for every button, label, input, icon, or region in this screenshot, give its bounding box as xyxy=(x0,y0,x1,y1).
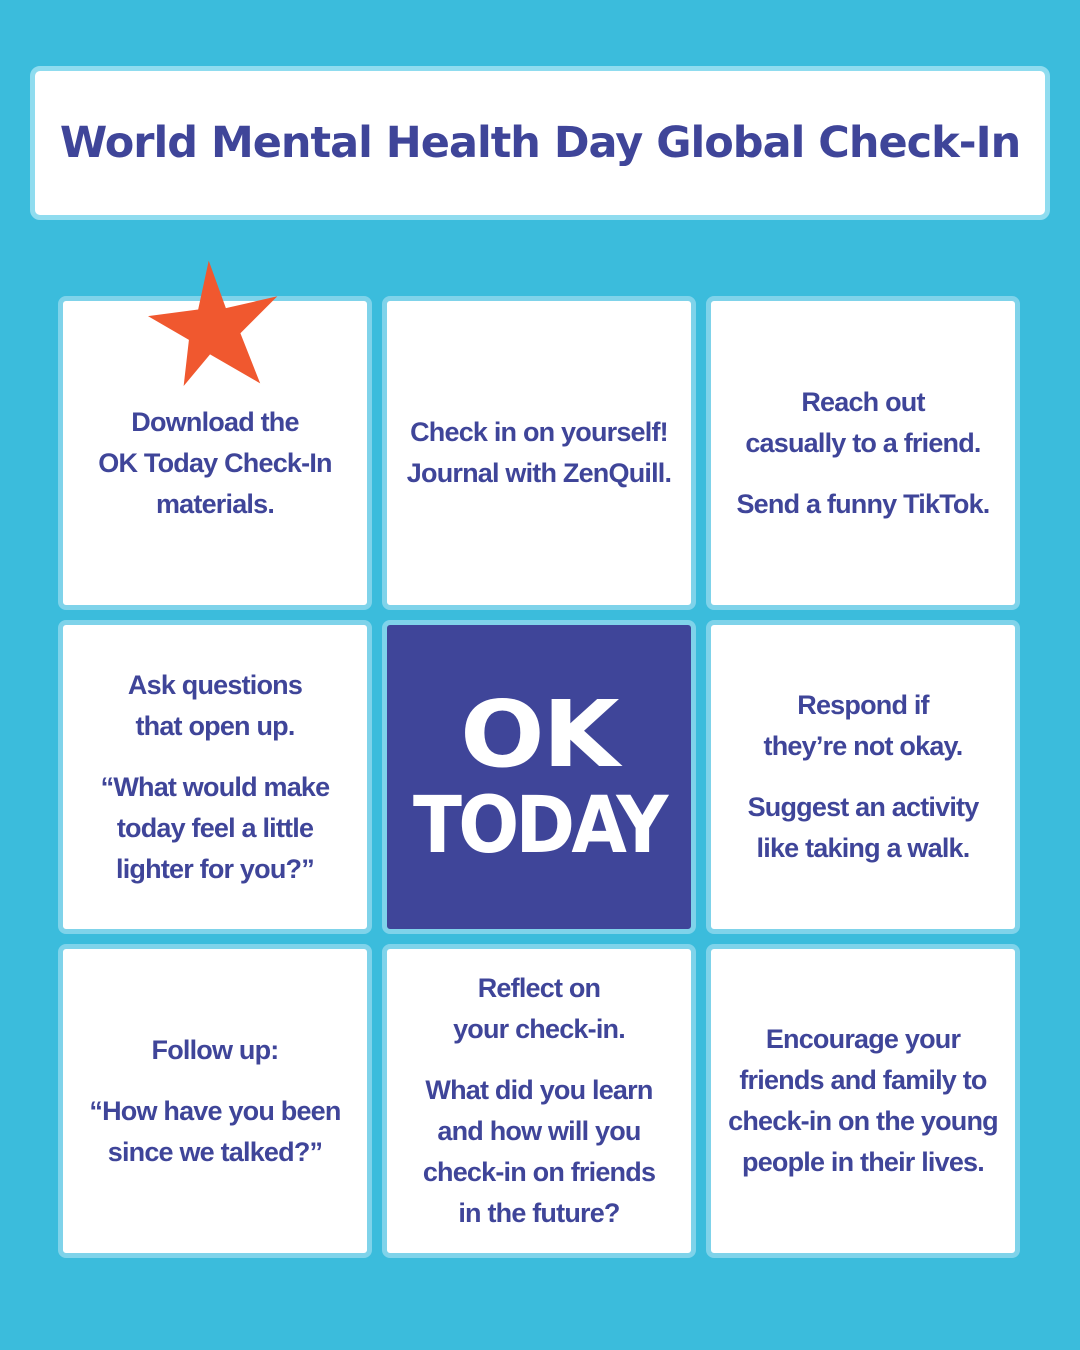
card-heading: Follow up: xyxy=(151,1034,279,1065)
title-banner xyxy=(30,66,1050,220)
ok-today-logo xyxy=(402,681,676,871)
ok-today-logo-card xyxy=(382,620,696,934)
logo-today-text: TODAY xyxy=(413,781,665,871)
logo-ok-text: OK xyxy=(460,681,618,788)
card-text: What did you learn and how will you check-in on friends in the future? xyxy=(422,1075,656,1228)
card-respond xyxy=(706,620,1020,934)
card-heading: Respond if they’re not okay. xyxy=(763,690,963,761)
card-text: “What would make today feel a little lighter for you?” xyxy=(100,771,330,884)
card-heading: Reflect on your check-in. xyxy=(453,973,625,1044)
card-text: Check in on yourself! Journal with ZenQuill. xyxy=(406,417,672,488)
card-ask-questions xyxy=(58,620,372,934)
card-text: “How have you been since we talked?” xyxy=(89,1095,341,1167)
card-heading: Reach out casually to a friend. xyxy=(745,386,981,458)
card-text: Encourage your friends and family to check-in on the young people in their lives. xyxy=(728,1024,998,1177)
card-text: Send a funny TikTok. xyxy=(736,488,990,519)
page-title: World Mental Health Day Global Check-In xyxy=(59,118,1021,168)
card-reach-out xyxy=(706,296,1020,610)
card-encourage xyxy=(706,944,1020,1258)
card-check-in-yourself xyxy=(382,296,696,610)
card-reflect xyxy=(382,944,696,1258)
star-icon xyxy=(148,258,280,390)
card-follow-up xyxy=(58,944,372,1258)
card-heading: Ask questions that open up. xyxy=(127,669,303,741)
card-text: Download the OK Today Check-In materials. xyxy=(98,406,332,519)
card-text: Suggest an activity like taking a walk. xyxy=(747,792,979,863)
